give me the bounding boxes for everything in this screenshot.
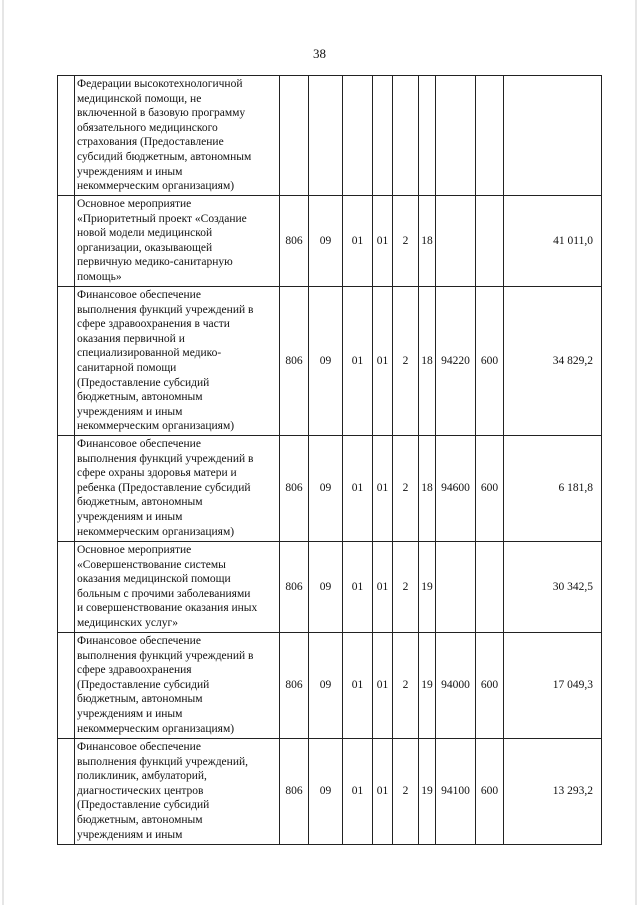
expense-type-cell: 600 <box>476 436 504 542</box>
ministry-code-cell: 806 <box>280 542 309 633</box>
index-cell <box>58 542 75 633</box>
description-cell: Основное мероприятие «Совершенствование системы оказания медицинской помощи больным с прочими заболеваниями и совершенствование оказания иных медицинских услуг» <box>75 542 280 633</box>
direction-code-cell <box>436 196 476 287</box>
section-code-cell: 09 <box>309 542 343 633</box>
expense-type-cell: 600 <box>476 287 504 436</box>
index-cell <box>58 76 75 196</box>
event-code-cell: 19 <box>419 542 436 633</box>
ministry-code-cell: 806 <box>280 436 309 542</box>
program-code-cell: 01 <box>373 633 393 739</box>
section-code-cell <box>309 76 343 196</box>
index-cell <box>58 196 75 287</box>
event-code-cell: 19 <box>419 633 436 739</box>
table-row <box>58 739 602 845</box>
event-code-cell: 18 <box>419 287 436 436</box>
subsection-code-cell: 01 <box>343 633 373 739</box>
index-cell <box>58 633 75 739</box>
expense-type-cell <box>476 76 504 196</box>
direction-code-cell: 94220 <box>436 287 476 436</box>
event-code-cell: 18 <box>419 436 436 542</box>
section-code-cell: 09 <box>309 739 343 845</box>
section-code-cell: 09 <box>309 196 343 287</box>
event-code-cell: 18 <box>419 196 436 287</box>
amount-cell: 6 181,8 <box>504 436 602 542</box>
description-cell: Финансовое обеспечение выполнения функций учреждений в сфере здравоохранения (Предоставление субсидий бюджетным, автономным учреждениям и иным некоммерческим организациям) <box>75 633 280 739</box>
table-row <box>58 542 602 633</box>
index-cell <box>58 287 75 436</box>
table-row <box>58 196 602 287</box>
ministry-code-cell: 806 <box>280 633 309 739</box>
subprogram-code-cell: 2 <box>393 739 419 845</box>
ministry-code-cell: 806 <box>280 196 309 287</box>
expense-type-cell <box>476 196 504 287</box>
subsection-code-cell <box>343 76 373 196</box>
direction-code-cell: 94600 <box>436 436 476 542</box>
program-code-cell: 01 <box>373 739 393 845</box>
description-cell: Федерации высокотехнологичной медицинской помощи, не включенной в базовую программу обязательного медицинского страхования (Предоставление субсидий бюджетным, автономным учреждениям и иным некоммерческим организациям) <box>75 76 280 196</box>
subsection-code-cell: 01 <box>343 542 373 633</box>
description-cell: Основное мероприятие «Приоритетный проект «Создание новой модели медицинской организации, оказывающей первичную медико-санитарную помощь» <box>75 196 280 287</box>
amount-cell: 41 011,0 <box>504 196 602 287</box>
description-cell: Финансовое обеспечение выполнения функций учреждений в сфере здравоохранения в части оказания первичной и специализированной медико- санитарной помощи (Предоставление субсидий бюджетным, автономным учреждениям и иным некоммерческим организациям) <box>75 287 280 436</box>
budget-table <box>57 75 602 845</box>
subsection-code-cell: 01 <box>343 436 373 542</box>
ministry-code-cell: 806 <box>280 739 309 845</box>
subsection-code-cell: 01 <box>343 739 373 845</box>
subsection-code-cell: 01 <box>343 287 373 436</box>
subprogram-code-cell: 2 <box>393 542 419 633</box>
amount-cell: 17 049,3 <box>504 633 602 739</box>
subprogram-code-cell: 2 <box>393 633 419 739</box>
amount-cell <box>504 76 602 196</box>
page-number: 38 <box>313 46 326 61</box>
event-code-cell <box>419 76 436 196</box>
subsection-code-cell: 01 <box>343 196 373 287</box>
subprogram-code-cell <box>393 76 419 196</box>
program-code-cell: 01 <box>373 542 393 633</box>
amount-cell: 13 293,2 <box>504 739 602 845</box>
section-code-cell: 09 <box>309 287 343 436</box>
program-code-cell: 01 <box>373 196 393 287</box>
expense-type-cell: 600 <box>476 739 504 845</box>
subprogram-code-cell: 2 <box>393 436 419 542</box>
table-row <box>58 76 602 196</box>
section-code-cell: 09 <box>309 633 343 739</box>
description-cell: Финансовое обеспечение выполнения функций учреждений, поликлиник, амбулаторий, диагностических центров (Предоставление субсидий бюджетным, автономным учреждениям и иным <box>75 739 280 845</box>
table-row <box>58 436 602 542</box>
direction-code-cell <box>436 76 476 196</box>
amount-cell: 34 829,2 <box>504 287 602 436</box>
event-code-cell: 19 <box>419 739 436 845</box>
index-cell <box>58 739 75 845</box>
amount-cell: 30 342,5 <box>504 542 602 633</box>
description-cell: Финансовое обеспечение выполнения функций учреждений в сфере охраны здоровья матери и ребенка (Предоставление субсидий бюджетным, автономным учреждениям и иным некоммерческим организациям) <box>75 436 280 542</box>
scan-edge-right <box>635 0 637 905</box>
table-row <box>58 287 602 436</box>
direction-code-cell <box>436 542 476 633</box>
program-code-cell: 01 <box>373 436 393 542</box>
scan-edge-left <box>2 0 4 905</box>
subprogram-code-cell: 2 <box>393 287 419 436</box>
table-row <box>58 633 602 739</box>
program-code-cell <box>373 76 393 196</box>
ministry-code-cell: 806 <box>280 287 309 436</box>
program-code-cell: 01 <box>373 287 393 436</box>
expense-type-cell: 600 <box>476 633 504 739</box>
direction-code-cell: 94100 <box>436 739 476 845</box>
expense-type-cell <box>476 542 504 633</box>
section-code-cell: 09 <box>309 436 343 542</box>
direction-code-cell: 94000 <box>436 633 476 739</box>
subprogram-code-cell: 2 <box>393 196 419 287</box>
index-cell <box>58 436 75 542</box>
ministry-code-cell <box>280 76 309 196</box>
